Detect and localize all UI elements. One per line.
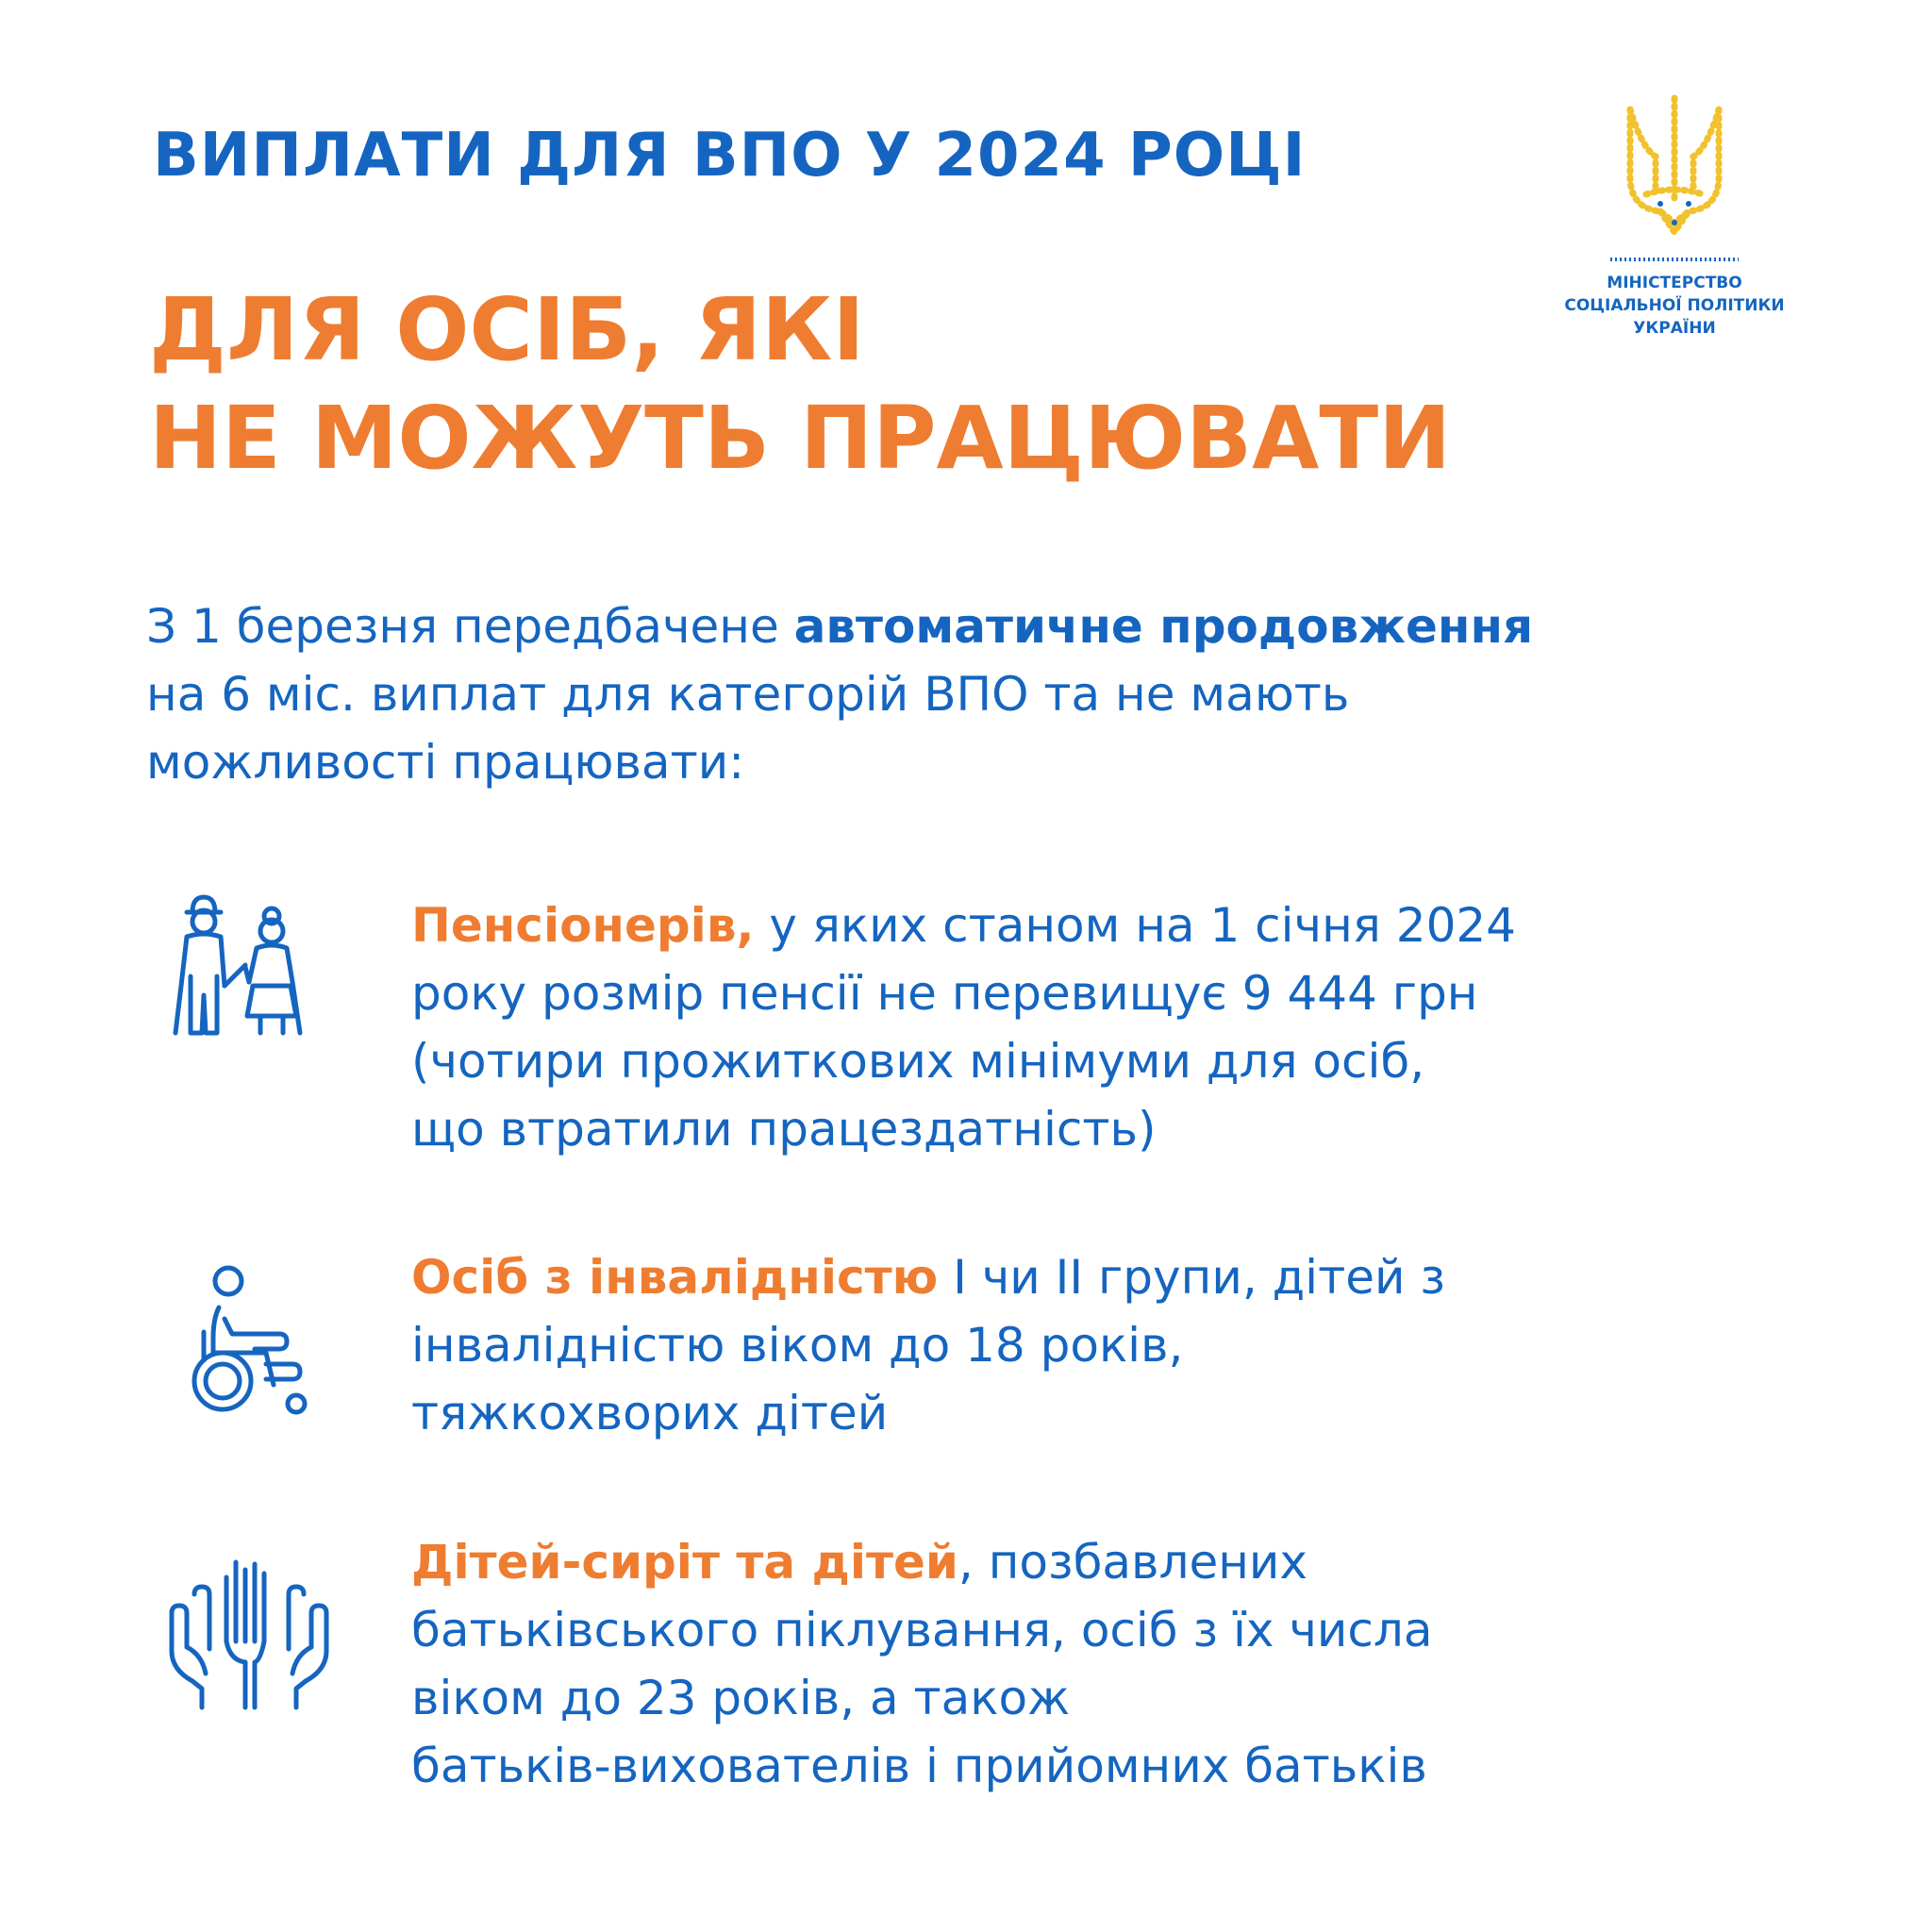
intro-paragraph: [146, 592, 1807, 796]
item-line-1: [411, 1243, 1902, 1311]
ministry-name-line-1: МІНІСТЕРСТВО: [1607, 274, 1742, 292]
item-text-orphans: [411, 1528, 1902, 1800]
item-line-3: (чотири прожиткових мінімуми для осіб,: [411, 1034, 1425, 1089]
wheelchair-icon: [175, 1262, 317, 1423]
item-line-1-rest: , позбавлених: [958, 1535, 1308, 1590]
trident-icon: [1623, 91, 1726, 242]
ministry-name: [1547, 272, 1802, 340]
headline-line-2: НЕ МОЖУТЬ ПРАЦЮВАТИ: [149, 388, 1452, 489]
item-line-4: батьків-вихователів і прийомних батьків: [411, 1739, 1427, 1793]
logo-divider: [1608, 255, 1740, 264]
elderly-couple-icon: [158, 891, 328, 1042]
item-line-2: батьківського піклування, осіб з їх числа: [411, 1603, 1433, 1657]
intro-bold: автоматичне продовження: [793, 599, 1534, 654]
intro-line-1: [146, 592, 1807, 660]
page-title: ВИПЛАТИ ДЛЯ ВПО У 2024 РОЦІ: [153, 121, 1307, 191]
ministry-name-line-2: СОЦІАЛЬНОЇ ПОЛІТИКИ: [1564, 296, 1785, 315]
item-line-1: [411, 1528, 1902, 1596]
headline-line-1: ДЛЯ ОСІБ, ЯКІ: [149, 279, 865, 380]
item-line-1: [411, 891, 1902, 959]
caring-hands-icon: [164, 1557, 334, 1717]
intro-line-1-start: З 1 березня передбачене: [146, 599, 794, 654]
item-line-1-rest: І чи ІІ групи, дітей з: [938, 1250, 1445, 1305]
intro-line-2: на 6 міс. виплат для категорій ВПО та не мають: [146, 667, 1350, 722]
item-line-3: віком до 23 років, а також: [411, 1671, 1071, 1725]
ministry-name-line-3: УКРАЇНИ: [1633, 319, 1716, 338]
item-line-2: інвалідністю віком до 18 років,: [411, 1318, 1184, 1373]
item-line-4: що втратили працездатність): [411, 1102, 1157, 1157]
item-highlight: Осіб з інвалідністю: [411, 1250, 939, 1305]
ministry-logo: [1547, 91, 1802, 340]
item-line-3: тяжкохворих дітей: [411, 1386, 889, 1441]
item-highlight: Пенсіонерів,: [411, 898, 755, 953]
headline: [149, 275, 1451, 492]
item-text-disability: [411, 1243, 1902, 1447]
item-highlight: Дітей-сиріт та дітей: [411, 1535, 958, 1590]
item-line-2: року розмір пенсії не перевищує 9 444 грн: [411, 966, 1478, 1021]
item-text-pensioners: [411, 891, 1902, 1163]
item-line-1-rest: у яких станом на 1 січня 2024: [754, 898, 1516, 953]
intro-line-3: можливості працювати:: [146, 735, 745, 790]
